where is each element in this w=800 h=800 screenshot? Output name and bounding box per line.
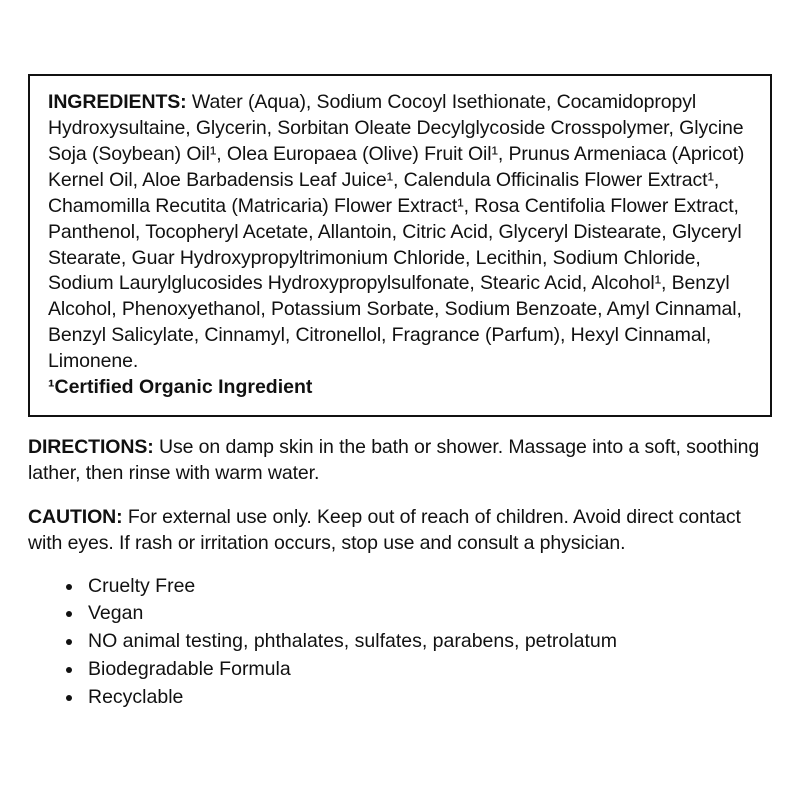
- caution-section: [28, 505, 776, 557]
- directions-heading: DIRECTIONS:: [28, 436, 154, 459]
- certified-organic-footnote: ¹Certified Organic Ingredient: [48, 376, 313, 399]
- ingredients-list-text: Water (Aqua), Sodium Cocoyl Isethionate, Cocamidopropyl Hydroxysultaine, Glycerin, Sorbitan Oleate Decylglycoside Crosspolymer, Glycine Soja (Soybean) Oil¹, Olea Europaea (Olive) Fruit Oil¹, Prunus Armeniaca (Apricot) Kernel Oil, Aloe Barbadensis Leaf Juice¹, Calendula Officinalis Flower Extract¹, Chamomilla Recutita (Matricaria) Flower Extract¹, Rosa Centifolia Flower Extract, Panthenol, Tocopheryl Acetate, Allantoin, Citric Acid, Glyceryl Distearate, Glyceryl Stearate, Guar Hydroxypropyltrimonium Chloride, Lecithin, Sodium Chloride, Sodium Laurylglucosides Hydroxypropylsulfonate, Stearic Acid, Alcohol¹, Benzyl Alcohol, Phenoxyethanol, Potassium Sorbate, Sodium Benzoate, Amyl Cinnamal, Benzyl Salicylate, Cinnamyl, Citronellol, Fragrance (Parfum), Hexyl Cinnamal, Limonene.: [48, 91, 745, 373]
- list-item: • Biodegradable Formula: [84, 656, 772, 684]
- list-item: • Recyclable: [84, 684, 772, 712]
- list-item: • NO animal testing, phthalates, sulfates, parabens, petrolatum: [84, 628, 772, 656]
- ingredients-heading: INGREDIENTS:: [48, 91, 187, 113]
- list-item: • Vegan: [84, 600, 772, 628]
- ingredients-paragraph: [48, 90, 754, 375]
- directions-paragraph: [28, 435, 776, 487]
- ingredients-box: [28, 74, 772, 417]
- list-item: • Cruelty Free: [84, 573, 772, 601]
- caution-heading: CAUTION:: [28, 505, 123, 528]
- caution-paragraph: [28, 505, 776, 557]
- directions-section: [28, 435, 776, 487]
- claims-list: [28, 573, 772, 711]
- caution-text: For external use only. Keep out of reach of children. Avoid direct contact with eyes. If rash or irritation occurs, stop use and consult a physician.: [28, 505, 741, 554]
- directions-text: Use on damp skin in the bath or shower. Massage into a soft, soothing lather, then rinse with warm water.: [28, 436, 760, 484]
